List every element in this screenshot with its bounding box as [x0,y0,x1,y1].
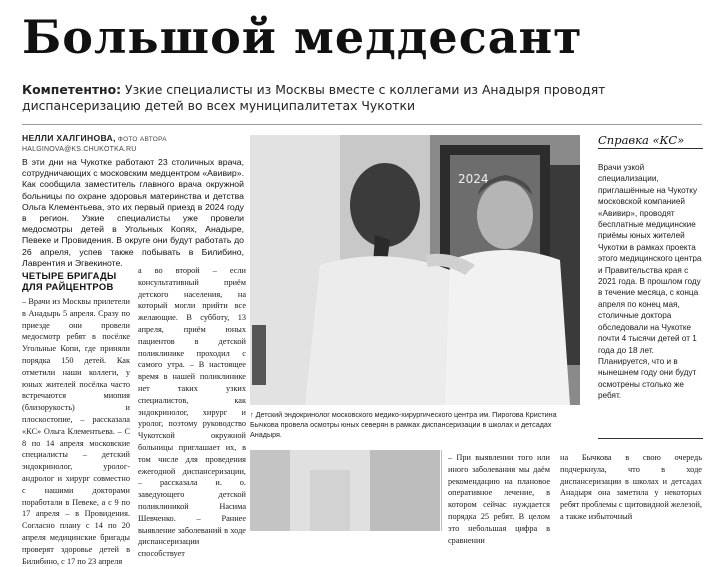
photo-calendar-year: 2024 [458,172,489,186]
column-divider [441,450,442,531]
sidebar-text: Врачи узкой специализации, приглашённые на Чукотку московской компанией «Авивир», проводят бесплатные медицинские приёмы юных жителей Чукотки в рамках проекта этого медицинского центра и Правительства края с 2021 года. В прошлом году в течение месяца, с конца апреля по конец мая, столичные доктора обследовали на Чукотке почти 4 тысячи детей от 1 года до 18 лет. Планируется, что и в нынешнем году они будут осмотрены столько же ребят. [598,163,702,401]
second-photo [250,450,440,531]
article-intro: В эти дни на Чукотке работают 23 столичных врача, сотрудничающих с московским медцентром «Авивир». Как сообщила заместитель главного врача окружной больницы по охране здоровья материнства и детства Ольга Клементьева, это их первый приезд в 2024 году в регион. Узкие специалисты уже провели медосмотры детей в Угольных Копях, Анадыре, Певеке и Провидения. В округе они будут работать до 26 апреля, успев также побывать в Билибино, Лаврентия и Эгвекиноте. [22,157,244,268]
article-column-5: на Бычкова в свою очередь подчеркнула, что в ходе диспансеризации в школах и детсадах Анадыря она заметила у некоторых ребят проблемы с щитовидной железой, а также избыточный [560,453,702,521]
caption-text: Детский эндокринолог московского медико-хирургического центра им. Пирогова Кристина Бычкова провела осмотры юных северян в рамках диспансеризации в школах и детсадах Анадыря. [250,410,557,439]
room-photo-icon [250,450,440,531]
sidebar-title: Справка «КС» [598,133,685,147]
author-email[interactable]: HALGINOVA@KS.CHUKOTKA.RU [22,146,137,153]
torn-page-edge-icon [663,0,723,531]
photo-caption [250,410,580,440]
divider [22,124,702,125]
section-subhead: ЧЕТЫРЕ БРИГАДЫ ДЛЯ РАЙЦЕНТРОВ [22,270,117,292]
author-role: ФОТО АВТОРА [115,136,167,143]
article-column-2: а во второй – если консультативный приём детского населения, на который могли прийти все желающие. В субботу, 13 апреля, приём юных пациентов в детской поликлинике проходил с самого утра. – В настоящее время в нашей поликлинике нет таких узких специалистов, как эндокринолог, хирург и уролог, поэтому руководство Чукотской окружной больницы приглашает их, в том числе для проведения ежегодной диспансеризации, – рассказала и. о. заведующего детской поликлиникой Насима Шевченко. – Раннее выявление заболеваний в ходе диспансеризации способствует [138,266,246,559]
article-lead [22,82,702,114]
main-photo [250,135,580,405]
article-headline: Большой меддесант [22,10,583,64]
lead-label: Компетентно: [22,82,122,97]
doctor-patient-photo-icon [250,135,580,405]
article-column-4: – При выявлении того или иного заболевания мы даём рекомендацию на плановое оперативное лечение, в котором сейчас нуждается порядка 25 ребят. В целом это небольшая цифра в сравнении [448,453,550,545]
author-name: НЕЛЛИ ХАЛГИНОВА, [22,133,116,143]
caption-arrow-icon: ↑ [250,410,254,419]
article-column-1: – Врачи из Москвы прилетели в Анадырь 5 апреля. Сразу по приезде они провели медосмотр ребят в посёлке Угольные Копи, где приняли порядка 150 детей. Как отметили наши коллеги, у юных жителей посёлка часто встречаются миопия (близорукость) и плоскостопие, – рассказала «КС» Ольга Клементьева. – С 8 по 14 апреля московские специалисты – детский эндокринолог, уролог-андролог и хирург совместно с нашими докторами поработали в Певеке, а с 9 по 17 апреля – в Провидения. Согласно плану с 14 по 20 апреля медицинские бригады проверят здоровье детей в Билибино, с 17 по 23 апреля [22,297,130,566]
byline [22,133,222,143]
lead-text: Узкие специалисты из Москвы вместе с коллегами из Анадыря проводят диспансеризацию детей во всех муниципалитетах Чукотки [22,82,606,113]
